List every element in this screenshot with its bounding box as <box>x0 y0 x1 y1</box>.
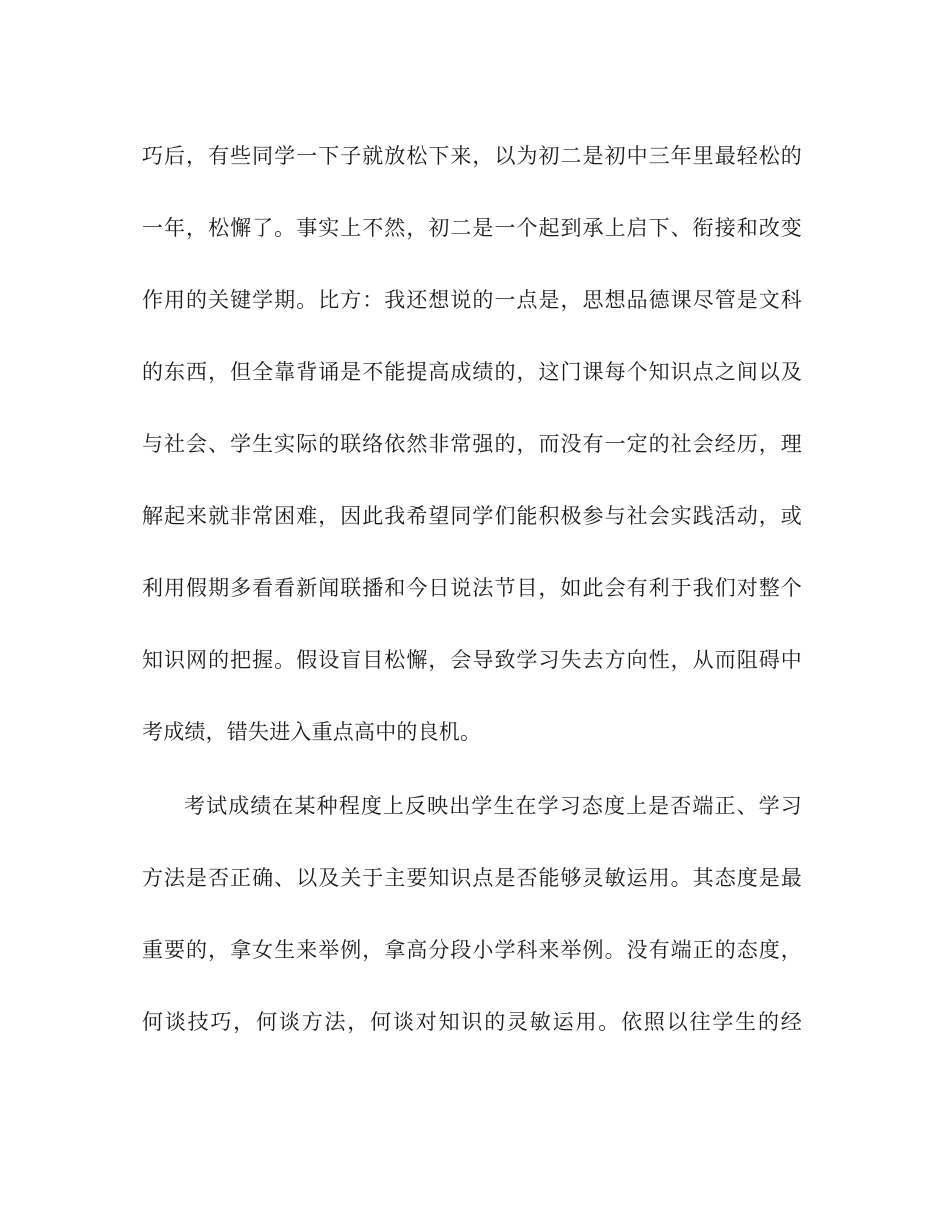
text-line: 的东西，但全靠背诵是不能提高成绩的，这门课每个知识点之间以及 <box>142 360 802 384</box>
text-line: 巧后，有些同学一下子就放松下来，以为初二是初中三年里最轻松的 <box>142 144 802 168</box>
paragraph-first-line: 考试成绩在某种程度上反映出学生在学习态度上是否端正、学习 <box>184 794 802 818</box>
text-line: 解起来就非常困难，因此我希望同学们能积极参与社会实践活动，或 <box>142 504 802 528</box>
text-line: 方法是否正确、以及关于主要知识点是否能够灵敏运用。其态度是最 <box>142 866 802 890</box>
text-line: 一年，松懈了。事实上不然，初二是一个起到承上启下、衔接和改变 <box>142 216 802 240</box>
text-line: 与社会、学生实际的联络依然非常强的，而没有一定的社会经历，理 <box>142 432 802 456</box>
text-line: 利用假期多看看新闻联播和今日说法节目，如此会有利于我们对整个 <box>142 576 802 600</box>
text-line: 重要的，拿女生来举例，拿高分段小学科来举例。没有端正的态度， <box>142 938 802 962</box>
text-line: 知识网的把握。假设盲目松懈，会导致学习失去方向性，从而阻碍中 <box>142 648 802 672</box>
paragraph-last-line: 考成绩，错失进入重点高中的良机。 <box>142 720 482 744</box>
text-line: 何谈技巧，何谈方法，何谈对知识的灵敏运用。依照以往学生的经 <box>142 1010 802 1034</box>
text-line: 作用的关键学期。比方：我还想说的一点是，思想品德课尽管是文科 <box>142 288 802 312</box>
